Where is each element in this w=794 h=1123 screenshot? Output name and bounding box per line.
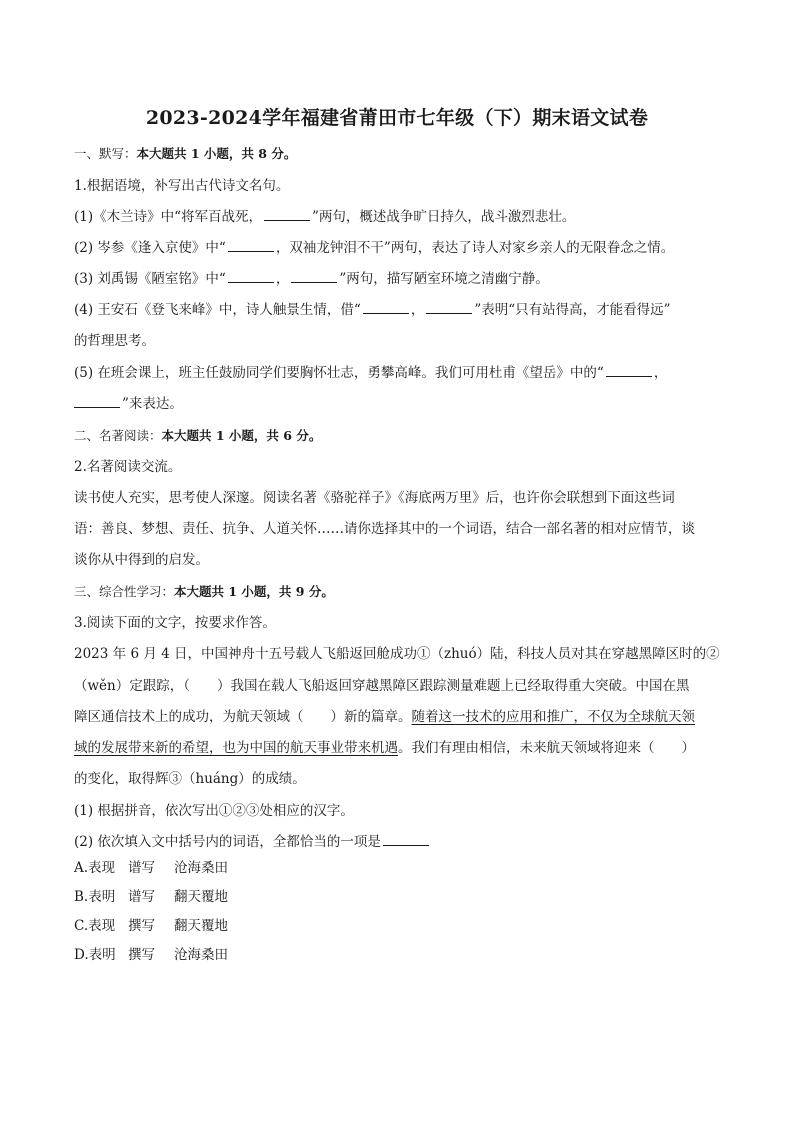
answer-blank[interactable]: [383, 833, 429, 846]
option-c[interactable]: [74, 917, 228, 935]
q1-item-5-cont: [74, 395, 183, 413]
answer-blank[interactable]: [291, 270, 337, 283]
q1-item-3-text-b: ，: [275, 271, 290, 287]
q1-item-2-text-a: (2) 岑参《逢入京使》中“: [74, 240, 226, 256]
q1-stem: 1.根据语境，补写出古代诗文名句。: [74, 178, 290, 194]
q1-item-1-text-a: (1)《木兰诗》中“将军百战死，: [74, 209, 263, 225]
option-word-1: 撰写: [128, 947, 155, 963]
page-title: 2023-2024学年福建省莆田市七年级（下）期末语文试卷: [145, 107, 649, 129]
q3-sub-question-2-text: (2) 依次填入文中括号内的词语，全都恰当的一项是: [74, 834, 381, 850]
option-label: A.表现: [74, 860, 116, 876]
q3-passage-text: 障区通信技术上的成功，为航天领域（ ）新的篇章。: [74, 709, 412, 725]
q1-item-5-text-b: ，: [653, 365, 668, 381]
answer-blank[interactable]: [74, 395, 120, 408]
section-3-heading: [74, 583, 334, 601]
q2-text-line-3: 谈你从中得到的启发。: [74, 552, 209, 568]
q1-item-4-cont: 的哲理思考。: [74, 333, 155, 349]
q3-passage-line-2: （wěn）定跟踪，（ ）我国在载人飞船返回穿越黑障区跟踪测量难题上已经取得重大突破。中国在黑: [74, 678, 690, 694]
q1-item-1: [74, 208, 575, 226]
section-3-label: 三、综合性学习：: [74, 584, 175, 599]
option-word-2: 沧海桑田: [174, 947, 228, 963]
option-word-2: 沧海桑田: [174, 860, 228, 876]
option-label: B.表明: [74, 889, 116, 905]
q3-underlined-sentence-cont: 域的发展带来新的希望，也为中国的航天事业带来机遇: [74, 740, 398, 756]
section-2-heading: [74, 427, 321, 445]
section-2-desc: 本大题共 1 小题，共 6 分。: [161, 428, 322, 443]
q1-item-2: [74, 239, 674, 257]
q1-item-4-text-c: ”表明“只有站得高，才能看得远”: [474, 302, 671, 318]
answer-blank[interactable]: [426, 301, 472, 314]
q1-item-3-text-a: (3) 刘禹锡《陋室铭》中“: [74, 271, 226, 287]
option-d[interactable]: [74, 946, 228, 964]
q3-sub-question-2: [74, 833, 431, 851]
option-word-1: 谱写: [128, 889, 155, 905]
section-2-label: 二、名著阅读：: [74, 428, 162, 443]
section-1-desc: 本大题共 1 小题，共 8 分。: [136, 146, 297, 161]
q3-underlined-sentence: 随着这一技术的应用和推广，不仅为全球航天领: [411, 709, 695, 725]
q1-item-4: [74, 301, 671, 319]
q3-stem: 3.阅读下面的文字，按要求作答。: [74, 615, 276, 631]
q3-passage-text: 。我们有理由相信，未来航天领域将迎来（ ）: [398, 740, 695, 756]
q3-passage-line-1: 2023 年 6 月 4 日，中国神舟十五号载人飞船返回舱成功①（zhuó）陆，科技人员对其在穿越黑障区时的②: [74, 646, 720, 662]
q2-text-line-2: 语：善良、梦想、责任、抗争、人道关怀……请你选择其中的一个词语，结合一部名著的相对应情节，谈: [74, 521, 695, 537]
q3-passage-line-5: 的变化，取得辉③（huáng）的成绩。: [74, 771, 306, 787]
q3-passage-line-3: [74, 708, 695, 726]
q2-stem: 2.名著阅读交流。: [74, 459, 182, 475]
section-1-label: 一、默写：: [74, 146, 137, 161]
q1-item-3: [74, 270, 549, 288]
q1-item-3-text-c: ”两句，描写陋室环境之清幽宁静。: [339, 271, 549, 287]
section-3-desc: 本大题共 1 小题，共 9 分。: [174, 584, 334, 599]
option-word-1: 谱写: [128, 860, 155, 876]
option-label: C.表现: [74, 918, 116, 934]
option-word-2: 翻天覆地: [174, 918, 228, 934]
answer-blank[interactable]: [363, 301, 409, 314]
answer-blank[interactable]: [606, 364, 652, 377]
q1-item-5-text-a: (5) 在班会课上，班主任鼓励同学们要胸怀壮志，勇攀高峰。我们可用杜甫《望岳》中的“: [74, 365, 604, 381]
q1-item-4-text-a: (4) 王安石《登飞来峰》中，诗人触景生情，借“: [74, 302, 361, 318]
option-word-2: 翻天覆地: [174, 889, 228, 905]
q3-passage-line-4: [74, 739, 695, 757]
q1-item-1-text-b: ”两句，概述战争旷日持久，战斗激烈悲壮。: [312, 209, 576, 225]
q1-item-4-text-b: ，: [410, 302, 425, 318]
option-a[interactable]: [74, 859, 228, 877]
q2-text-line-1: 读书使人充实，思考使人深邃。阅读名著《骆驼祥子》《海底两万里》后，也许你会联想到下面这些词: [74, 490, 675, 506]
q1-item-5: [74, 364, 667, 382]
q1-item-2-text-b: ，双袖龙钟泪不干”两句，表达了诗人对家乡亲人的无限眷念之情。: [275, 240, 675, 256]
option-b[interactable]: [74, 888, 228, 906]
section-1-heading: [74, 145, 296, 163]
answer-blank[interactable]: [228, 270, 274, 283]
answer-blank[interactable]: [264, 208, 310, 221]
q1-item-5-text-c: ”来表达。: [122, 396, 183, 412]
option-label: D.表明: [74, 947, 116, 963]
q3-sub-question-1: (1) 根据拼音，依次写出①②③处相应的汉字。: [74, 803, 354, 819]
option-word-1: 撰写: [128, 918, 155, 934]
answer-blank[interactable]: [228, 239, 274, 252]
